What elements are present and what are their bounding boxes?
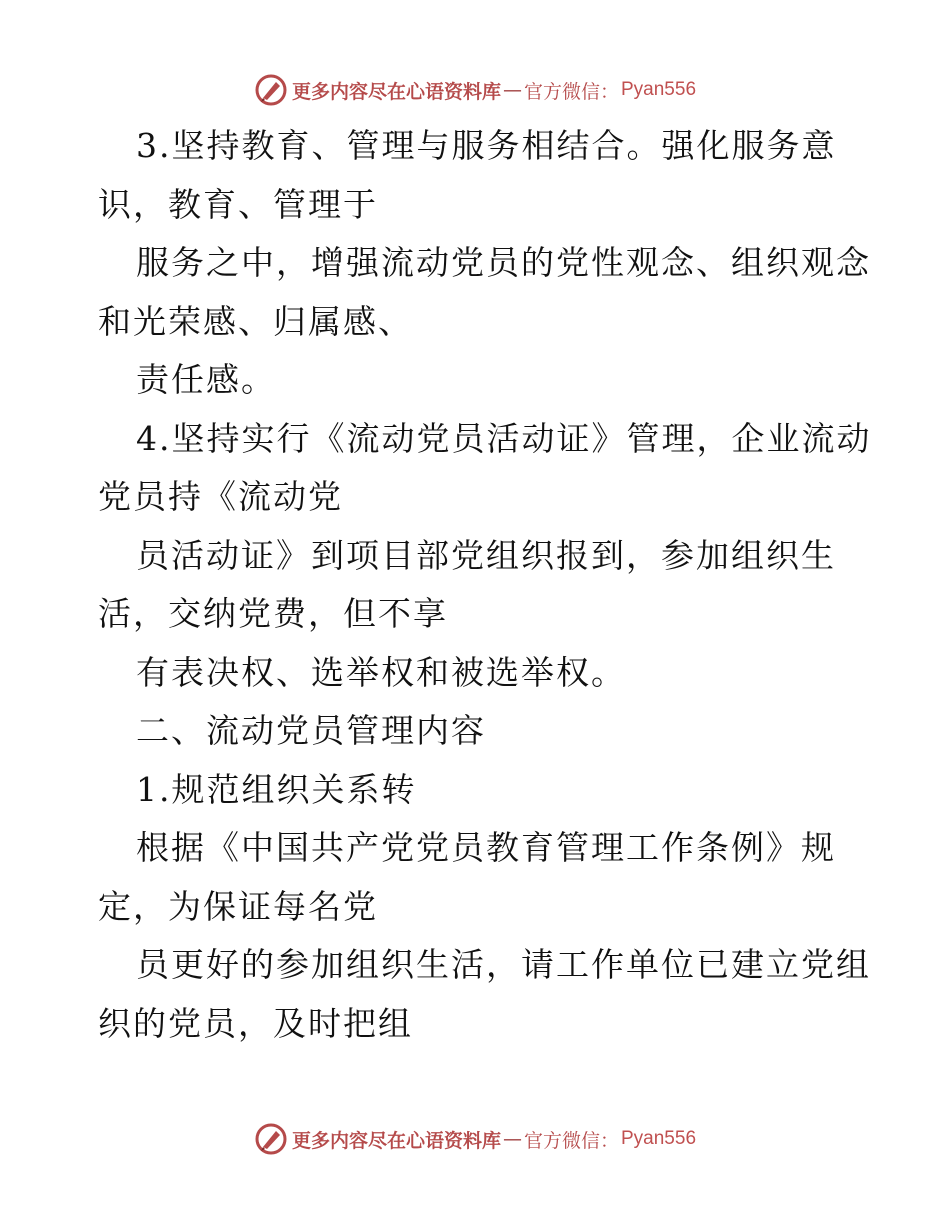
body-line: 党员持《流动党 — [98, 477, 343, 516]
footer-wechat-label: 官方微信： — [523, 1129, 619, 1152]
pen-logo-icon — [254, 73, 288, 107]
body-line: 识，教育、管理于 — [98, 185, 378, 224]
footer-banner — [0, 1119, 950, 1159]
body-line: 4.坚持实行《流动党员活动证》管理，企业流动 — [136, 419, 872, 458]
header-banner — [0, 70, 950, 110]
header-wechat-id: Pyan556 — [621, 79, 697, 100]
body-line: 员活动证》到项目部党组织报到，参加组织生 — [136, 536, 836, 575]
header-brand-text: 更多内容尽在心语资料库 — [291, 80, 501, 103]
footer-separator: — — [502, 1128, 522, 1150]
header-separator: — — [502, 79, 522, 101]
footer-wechat-id: Pyan556 — [621, 1128, 697, 1149]
body-line: 3.坚持教育、管理与服务相结合。强化服务意 — [136, 126, 837, 165]
body-line: 根据《中国共产党党员教育管理工作条例》规 — [136, 828, 836, 867]
footer-brand-text: 更多内容尽在心语资料库 — [291, 1129, 501, 1152]
body-line: 定，为保证每名党 — [98, 887, 378, 926]
body-line: 有表决权、选举权和被选举权。 — [136, 653, 626, 692]
body-line: 员更好的参加组织生活，请工作单位已建立党组 — [136, 945, 871, 984]
body-line: 服务之中，增强流动党员的党性观念、组织观念 — [136, 243, 871, 282]
body-line: 和光荣感、归属感、 — [98, 302, 413, 341]
subsection-heading: 1.规范组织关系转 — [136, 770, 417, 809]
pen-logo-icon — [254, 1122, 288, 1156]
header-wechat-label: 官方微信： — [523, 80, 619, 103]
section-heading: 二、流动党员管理内容 — [136, 711, 486, 750]
body-line: 织的党员，及时把组 — [98, 1004, 413, 1043]
body-line: 活，交纳党费，但不享 — [98, 594, 448, 633]
body-line: 责任感。 — [136, 360, 276, 399]
